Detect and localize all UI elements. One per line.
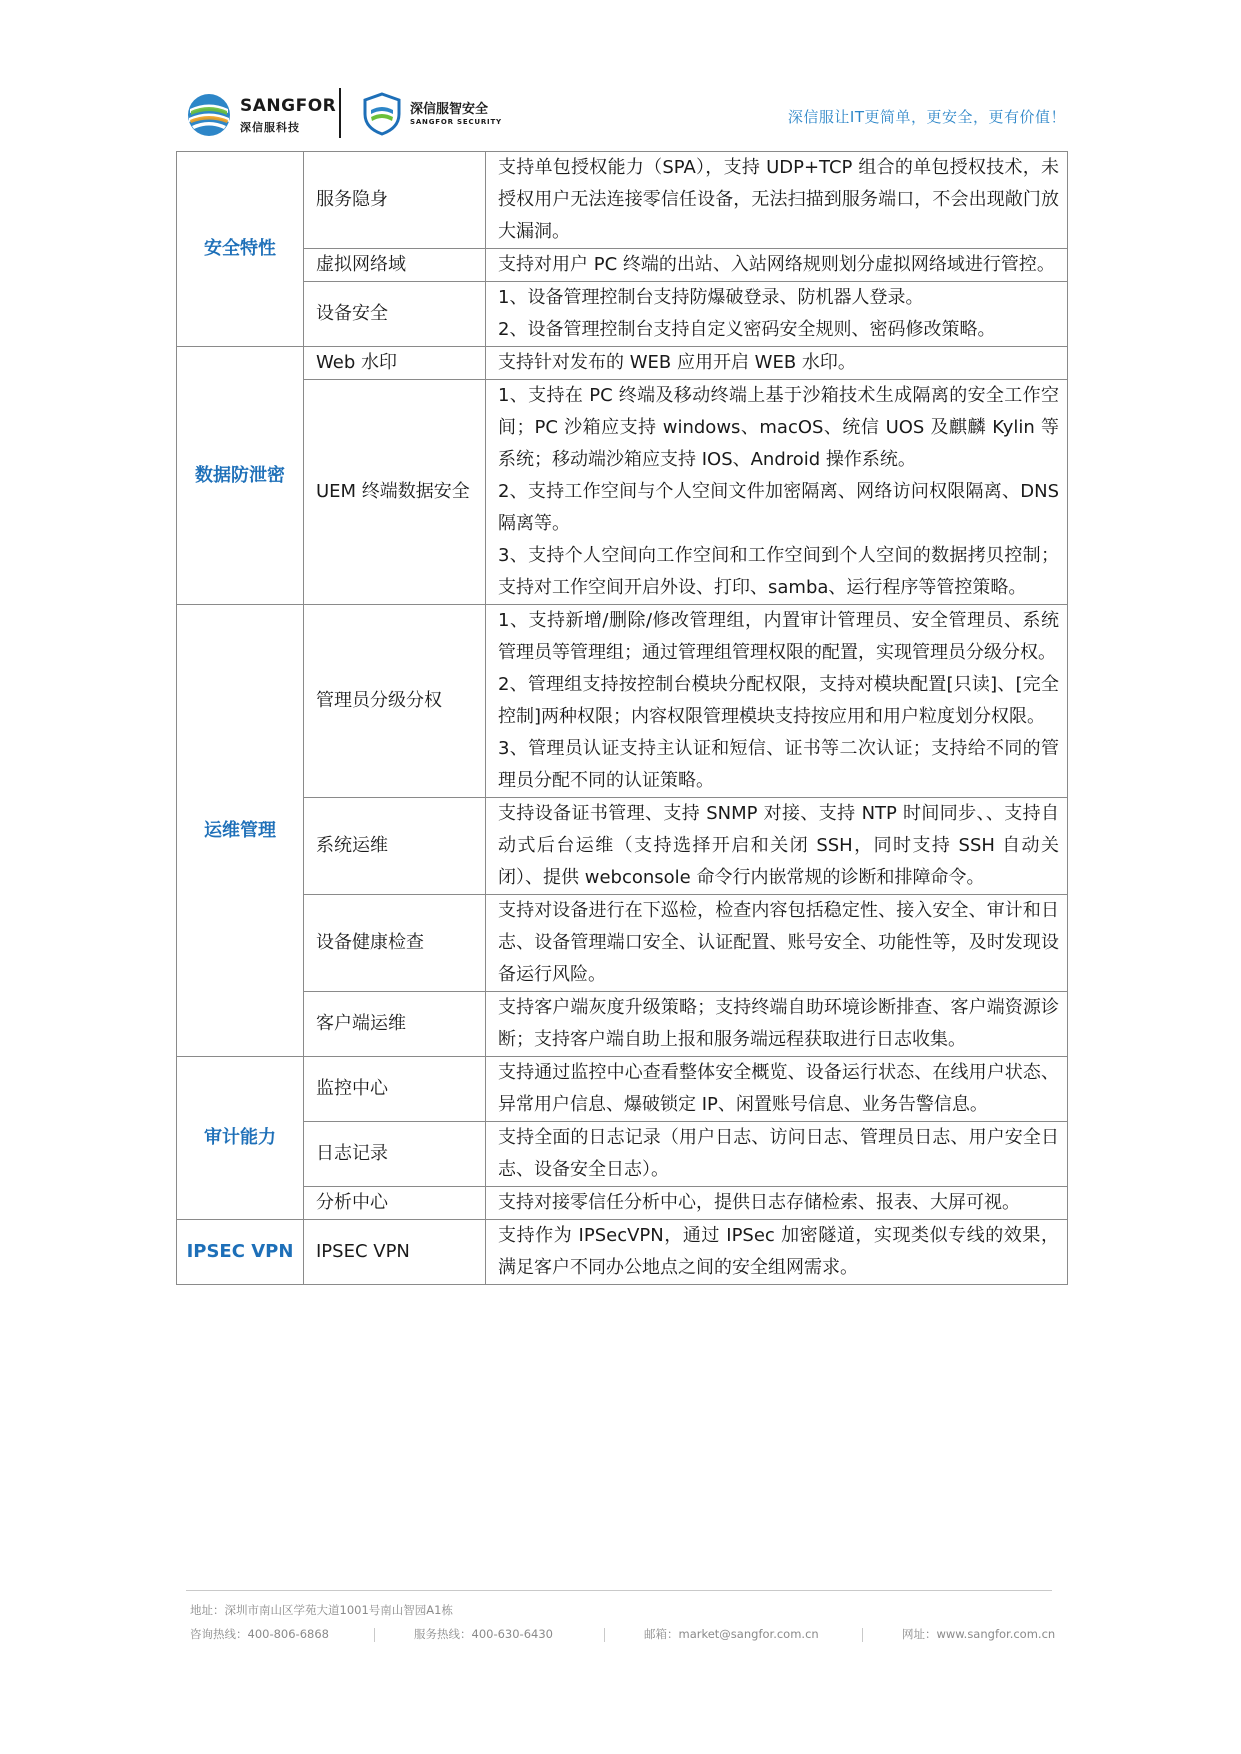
- security-brand-subname: SANGFOR SECURITY: [410, 118, 502, 126]
- feature-cell: 客户端运维: [304, 992, 486, 1057]
- table-row: [177, 380, 1068, 605]
- feature-cell: IPSEC VPN: [304, 1220, 486, 1285]
- footer-address: 地址：深圳市南山区学苑大道1001号南山智园A1栋: [190, 1603, 453, 1617]
- table-row: [177, 895, 1068, 992]
- feature-cell: 日志记录: [304, 1122, 486, 1187]
- description-cell: [486, 798, 1068, 895]
- table-row: [177, 152, 1068, 249]
- page-header: [186, 88, 1066, 144]
- table-row: [177, 992, 1068, 1057]
- table-row: [177, 249, 1068, 282]
- feature-cell: 监控中心: [304, 1057, 486, 1122]
- description-text: 2、设备管理控制台支持自定义密码安全规则、密码修改策略。: [498, 319, 996, 340]
- feature-cell: 设备健康检查: [304, 895, 486, 992]
- description-text: 支持客户端灰度升级策略；支持终端自助环境诊断排查、客户端资源诊断；支持客户端自助上报和服务端远程获取进行日志收集。: [498, 997, 1059, 1050]
- table-row: [177, 282, 1068, 347]
- feature-cell: 服务隐身: [304, 152, 486, 249]
- description-cell: [486, 605, 1068, 798]
- category-cell: 审计能力: [177, 1057, 304, 1220]
- description-text: 支持通过监控中心查看整体安全概览、设备运行状态、在线用户状态、异常用户信息、爆破锁定 IP、闲置账号信息、业务告警信息。: [498, 1062, 1059, 1115]
- feature-cell: Web 水印: [304, 347, 486, 380]
- feature-cell: 虚拟网络域: [304, 249, 486, 282]
- sangfor-subname: 深信服科技: [240, 121, 300, 134]
- description-cell: [486, 895, 1068, 992]
- sangfor-logo: [186, 92, 337, 138]
- table-row: [177, 1057, 1068, 1122]
- description-text: 支持针对发布的 WEB 应用开启 WEB 水印。: [498, 352, 856, 373]
- description-cell: [486, 282, 1068, 347]
- footer-separator: [374, 1628, 375, 1642]
- table-row: [177, 1122, 1068, 1187]
- description-text: 支持全面的日志记录（用户日志、访问日志、管理员日志、用户安全日志、设备安全日志）。: [498, 1127, 1059, 1180]
- security-brand-name: 深信服智安全: [410, 102, 489, 117]
- description-text: 3、管理员认证支持主认证和短信、证书等二次认证；支持给不同的管理员分配不同的认证策略。: [498, 738, 1059, 791]
- footer-divider: [186, 1590, 1052, 1591]
- feature-cell: 管理员分级分权: [304, 605, 486, 798]
- footer-website: 网址：www.sangfor.com.cn: [902, 1627, 1056, 1641]
- footer-email: 邮箱：market@sangfor.com.cn: [644, 1627, 819, 1641]
- description-text: 1、设备管理控制台支持防爆破登录、防机器人登录。: [498, 287, 924, 308]
- table-row: [177, 605, 1068, 798]
- footer-contacts: [190, 1626, 1056, 1646]
- description-cell: [486, 380, 1068, 605]
- description-cell: [486, 1220, 1068, 1285]
- description-text: 3、支持个人空间向工作空间和工作空间到个人空间的数据拷贝控制；支持对工作空间开启外设、打印、samba、运行程序等管控策略。: [498, 545, 1059, 598]
- feature-cell: 分析中心: [304, 1187, 486, 1220]
- description-cell: [486, 152, 1068, 249]
- description-cell: [486, 347, 1068, 380]
- description-text: 1、支持新增/删除/修改管理组，内置审计管理员、安全管理员、系统管理员等管理组；通过管理组管理权限的配置，实现管理员分级分权。: [498, 610, 1059, 663]
- description-text: 2、管理组支持按控制台模块分配权限，支持对模块配置[只读]、[完全控制]两种权限；内容权限管理模块支持按应用和用户粒度划分权限。: [498, 674, 1059, 727]
- description-text: 支持对设备进行在下巡检，检查内容包括稳定性、接入安全、审计和日志、设备管理端口安全、认证配置、账号安全、功能性等，及时发现设备运行风险。: [498, 900, 1059, 985]
- table-row: [177, 798, 1068, 895]
- description-text: 支持作为 IPSecVPN，通过 IPSec 加密隧道，实现类似专线的效果，满足客户不同办公地点之间的安全组网需求。: [498, 1225, 1059, 1278]
- shield-icon: [362, 92, 402, 136]
- description-cell: [486, 1122, 1068, 1187]
- header-slogan: 深信服让IT更简单，更安全，更有价值！: [787, 108, 1066, 126]
- category-cell: IPSEC VPN: [177, 1220, 304, 1285]
- description-text: 支持对用户 PC 终端的出站、入站网络规则划分虚拟网络域进行管控。: [498, 254, 1055, 275]
- feature-spec-table-body: [177, 152, 1068, 1285]
- footer-separator: [862, 1628, 863, 1642]
- description-text: 支持单包授权能力（SPA），支持 UDP+TCP 组合的单包授权技术，未授权用户无法连接零信任设备，无法扫描到服务端口，不会出现敞门放大漏洞。: [498, 157, 1059, 242]
- table-row: [177, 347, 1068, 380]
- category-cell: 安全特性: [177, 152, 304, 347]
- description-text: 支持对接零信任分析中心，提供日志存储检索、报表、大屏可视。: [498, 1192, 1020, 1213]
- feature-cell: UEM 终端数据安全: [304, 380, 486, 605]
- footer-service-hotline: 服务热线：400-630-6430: [414, 1627, 553, 1641]
- footer-separator: [604, 1628, 605, 1642]
- table-row: [177, 1187, 1068, 1220]
- footer-consult-hotline: 咨询热线：400-806-6868: [190, 1627, 329, 1641]
- logo-divider: [339, 88, 341, 138]
- category-cell: 数据防泄密: [177, 347, 304, 605]
- description-text: 支持设备证书管理、支持 SNMP 对接、支持 NTP 时间同步、、支持自动式后台运维（支持选择开启和关闭 SSH，同时支持 SSH 自动关闭）、提供 webconsole 命令行内嵌常规的诊断和排障命令。: [498, 803, 1059, 888]
- description-cell: [486, 249, 1068, 282]
- category-cell: 运维管理: [177, 605, 304, 1057]
- table-row: [177, 1220, 1068, 1285]
- feature-cell: 设备安全: [304, 282, 486, 347]
- sangfor-security-logo: [362, 92, 522, 138]
- sangfor-globe-icon: [186, 92, 232, 138]
- feature-spec-table: [176, 151, 1068, 1285]
- description-cell: [486, 992, 1068, 1057]
- description-cell: [486, 1187, 1068, 1220]
- description-text: 2、支持工作空间与个人空间文件加密隔离、网络访问权限隔离、DNS 隔离等。: [498, 481, 1059, 534]
- description-text: 1、支持在 PC 终端及移动终端上基于沙箱技术生成隔离的安全工作空间；PC 沙箱应支持 windows、macOS、统信 UOS 及麒麟 Kylin 等系统；移动端沙箱应支持 IOS、Android 操作系统。: [498, 385, 1059, 470]
- description-cell: [486, 1057, 1068, 1122]
- feature-cell: 系统运维: [304, 798, 486, 895]
- sangfor-name: SANGFOR: [240, 96, 337, 116]
